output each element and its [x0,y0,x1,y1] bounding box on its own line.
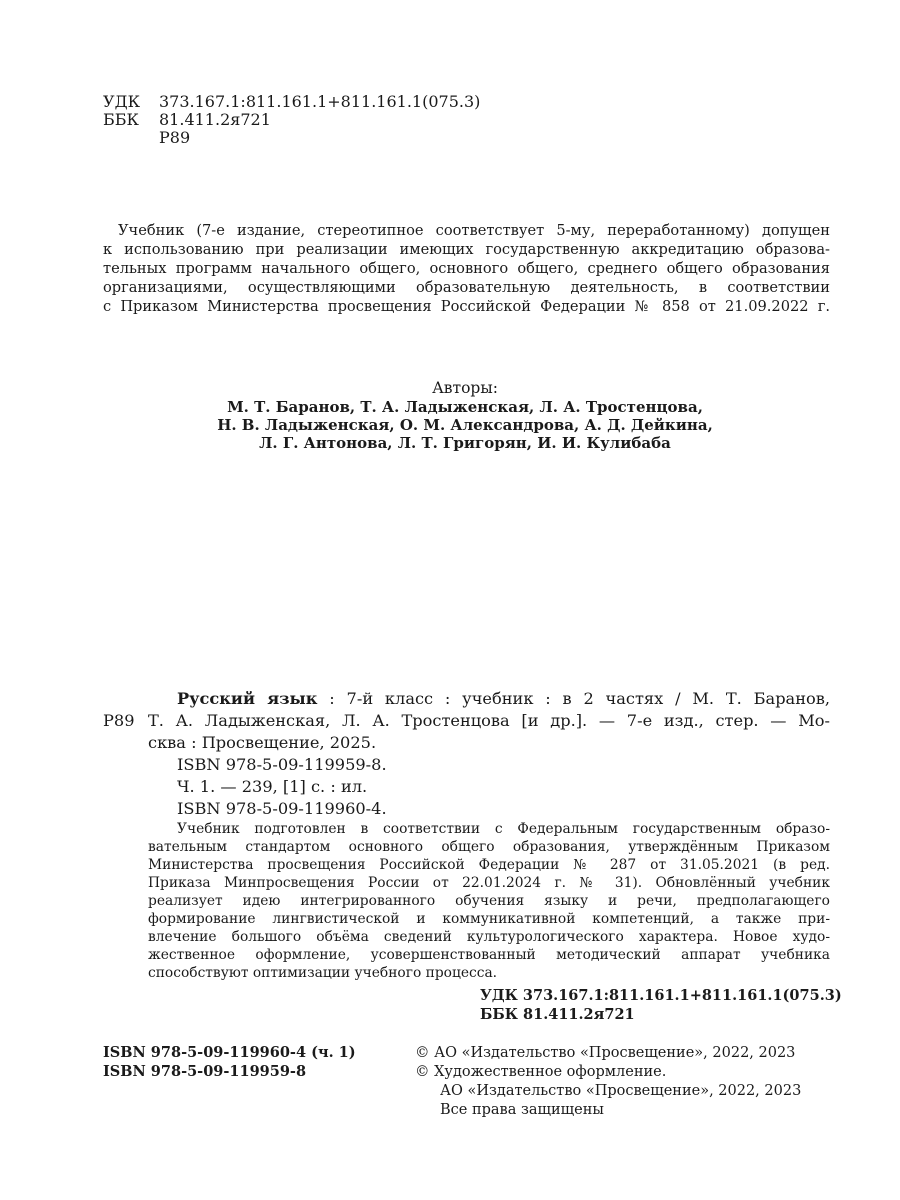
annotation-line: Учебник подготовлен в соответствии с Федеральным государственным образо- [177,821,830,837]
copyright-line: © Художественное оформление. [415,1064,667,1080]
authors-line: Л. Г. Антонова, Л. Т. Григорян, И. И. Кулибаба [259,434,671,452]
copyright-line: © АО «Издательство «Просвещение», 2022, 2023 [415,1045,796,1061]
card-isbn-part: ISBN 978-5-09-119960-4. [177,799,387,818]
copyright-line: АО «Издательство «Просвещение», 2022, 2023 [440,1083,802,1099]
card-title-rest: : 7-й класс : учебник : в 2 частях / М. Т. Баранов, [317,689,830,708]
annotation-line: жественное оформление, усовершенствованный методический аппарат учебника [148,947,830,963]
bbk-value: 81.411.2я721 [159,110,271,129]
card-bbk: ББК 81.411.2я721 [480,1006,635,1023]
annotation-line: способствуют оптимизации учебного процесса. [148,965,498,981]
author-mark: Р89 [159,128,191,147]
authors-heading: Авторы: [432,379,498,397]
approval-line: Учебник (7-е издание, стереотипное соответствует 5-му, переработанному) допущен [118,222,830,239]
annotation-line: влечение большого объёма сведений культурологического характера. Новое худо- [148,929,830,945]
card-line: Т. А. Ладыженская, Л. А. Тростенцова [и др.]. — 7-е изд., стер. — Мо- [148,711,830,730]
annotation-line: вательным стандартом основного общего образования, утверждённым Приказом [148,839,830,855]
card-line: сква : Просвещение, 2025. [148,733,377,752]
annotation-line: реализует идею интегрированного обучения языку и речи, предполагающего [148,893,830,909]
authors-line: Н. В. Ладыженская, О. М. Александрова, А. Д. Дейкина, [217,416,713,434]
approval-line: организациями, осуществляющими образовательную деятельность, в соответствии [103,279,830,296]
rights-reserved: Все права защищены [440,1102,604,1118]
isbn-part-1: ISBN 978-5-09-119960-4 (ч. 1) [103,1044,356,1061]
isbn-full: ISBN 978-5-09-119959-8 [103,1063,307,1080]
approval-line: к использованию при реализации имеющих государственную аккредитацию образова- [103,241,830,258]
approval-line: с Приказом Министерства просвещения Российской Федерации № 858 от 21.09.2022 г. [103,298,830,315]
annotation-line: Приказа Минпросвещения России от 22.01.2024 г. № 31). Обновлённый учебник [148,875,830,891]
card-title-line [177,691,830,707]
card-author-mark: Р89 [103,711,135,730]
bbk-label: ББК [103,110,139,129]
card-udk: УДК 373.167.1:811.161.1+811.161.1(075.3) [480,987,842,1004]
udk-label: УДК [103,92,140,111]
annotation-line: формирование лингвистической и коммуникативной компетенций, а также при- [148,911,830,927]
book-title: Русский язык [177,689,318,708]
card-part: Ч. 1. — 239, [1] с. : ил. [177,777,368,796]
authors-line: М. Т. Баранов, Т. А. Ладыженская, Л. А. Тростенцова, [227,398,703,416]
approval-line: тельных программ начального общего, основного общего, среднего общего образования [103,260,830,277]
udk-value: 373.167.1:811.161.1+811.161.1(075.3) [159,92,481,111]
card-isbn-full: ISBN 978-5-09-119959-8. [177,755,387,774]
annotation-line: Министерства просвещения Российской Федерации № 287 от 31.05.2021 (в ред. [148,857,830,873]
